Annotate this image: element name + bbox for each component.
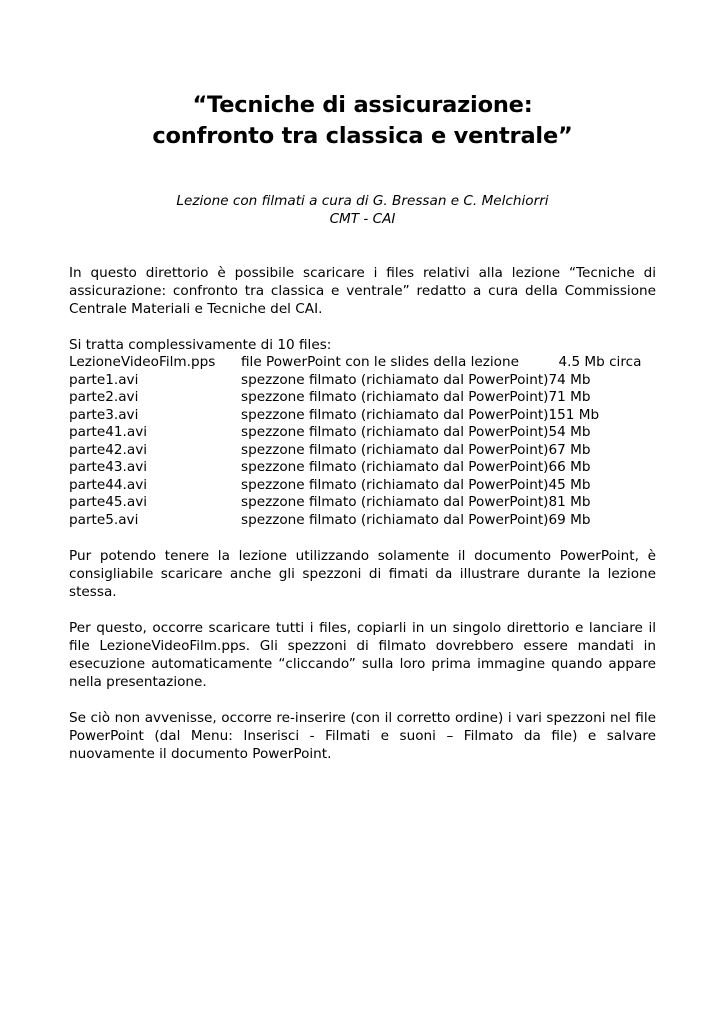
file-name: parte41.avi <box>69 424 148 440</box>
file-size: 69 Mb <box>548 511 591 528</box>
paragraph-instructions: Per questo, occorre scaricare tutti i files, copiarli in un singolo direttorio e lanciare il file LezioneVideoFilm.pps. Gli spezzoni di filmato dovrebbero essere mandati in esecuzione automaticamente “cliccando” sulla loro prima immagine quando appare nella presentazione. <box>69 620 656 690</box>
file-description: spezzone filmato (richiamato dal PowerPoint) <box>241 476 549 493</box>
intro-paragraph: In questo direttorio è possibile scaricare i files relativi alla lezione “Tecniche di assicurazione: confronto tra classica e ventrale” redatto a cura della Commissione Centrale Materiali e Tecniche del CAI. <box>69 265 656 317</box>
file-name: parte3.avi <box>69 406 139 423</box>
file-row <box>69 477 641 495</box>
document-page <box>69 90 656 763</box>
file-row <box>69 354 641 372</box>
file-description: spezzone filmato (richiamato dal PowerPoint) <box>241 459 549 475</box>
document-subtitle <box>69 192 656 228</box>
file-name: parte44.avi <box>69 476 148 493</box>
file-name: parte2.avi <box>69 389 139 405</box>
file-list-body <box>69 354 641 529</box>
subtitle-line-1: Lezione con filmati a cura di G. Bressan e C. Melchiorri <box>176 193 549 209</box>
file-name: parte1.avi <box>69 371 139 388</box>
file-row <box>69 372 641 390</box>
file-description: spezzone filmato (richiamato dal PowerPoint) <box>241 371 549 388</box>
file-size: 54 Mb <box>548 424 591 440</box>
file-description: spezzone filmato (richiamato dal PowerPoint) <box>241 389 549 405</box>
file-row <box>69 459 641 477</box>
file-description: spezzone filmato (richiamato dal PowerPoint) <box>241 424 549 440</box>
file-description: file PowerPoint con le slides della lezione <box>241 354 519 370</box>
document-title <box>69 90 656 152</box>
file-row <box>69 442 641 460</box>
file-description: spezzone filmato (richiamato dal PowerPoint) <box>241 494 549 510</box>
file-list <box>69 354 641 529</box>
file-size: 66 Mb <box>548 459 591 475</box>
subtitle-line-2: CMT - CAI <box>329 211 396 227</box>
file-name: LezioneVideoFilm.pps <box>69 354 216 370</box>
file-size: 71 Mb <box>548 389 591 405</box>
file-size: 74 Mb <box>548 371 591 388</box>
file-size: 67 Mb <box>548 441 591 458</box>
file-description: spezzone filmato (richiamato dal PowerPoint) <box>241 406 549 423</box>
file-name: parte42.avi <box>69 441 148 458</box>
file-description: spezzone filmato (richiamato dal PowerPoint) <box>241 511 549 528</box>
paragraph-download-advice: Pur potendo tenere la lezione utilizzando solamente il documento PowerPoint, è consigliabile scaricare anche gli spezzoni di fimati da illustrare durante la lezione stessa. <box>69 548 656 600</box>
file-name: parte43.avi <box>69 459 148 475</box>
title-line-1: “Tecniche di assicurazione: <box>192 92 533 118</box>
file-size: 81 Mb <box>548 494 591 510</box>
file-row <box>69 512 641 530</box>
file-name: parte5.avi <box>69 511 139 528</box>
files-intro: Si tratta complessivamente di 10 files: <box>69 337 332 353</box>
file-row <box>69 407 641 425</box>
file-row <box>69 389 641 407</box>
file-name: parte45.avi <box>69 494 148 510</box>
file-description: spezzone filmato (richiamato dal PowerPoint) <box>241 441 549 458</box>
file-size: 151 Mb <box>548 406 600 423</box>
title-line-2: confronto tra classica e ventrale” <box>152 123 573 149</box>
file-size: 4.5 Mb circa <box>558 354 642 370</box>
file-row <box>69 494 641 512</box>
file-size: 45 Mb <box>548 476 591 493</box>
file-row <box>69 424 641 442</box>
paragraph-fallback: Se ciò non avvenisse, occorre re-inserire (con il corretto ordine) i vari spezzoni nel file PowerPoint (dal Menu: Inserisci - Filmati e suoni – Filmato da file) e salvare nuovamente il documento PowerPoint. <box>69 710 656 762</box>
